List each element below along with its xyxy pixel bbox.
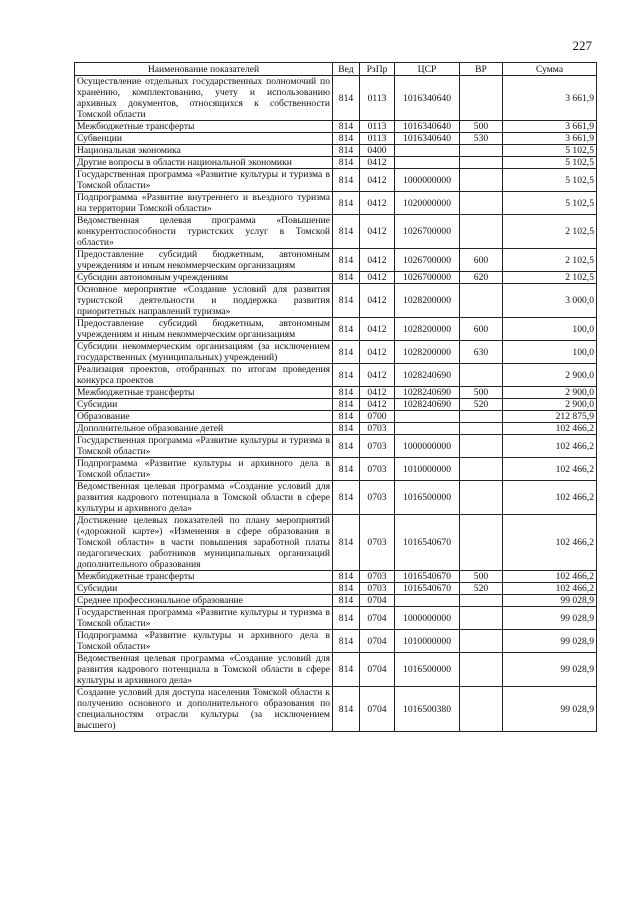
table-row (75, 595, 597, 607)
table-header-row (75, 63, 597, 76)
cell-vr: 500 (460, 571, 503, 583)
cell-rzpr: 0703 (360, 583, 395, 595)
cell-sum: 99 028,9 (503, 595, 597, 607)
cell-ved: 814 (333, 515, 360, 571)
cell-sum: 102 466,2 (503, 458, 597, 481)
cell-name: Среднее профессиональное образование (75, 595, 333, 607)
cell-sum: 212 875,9 (503, 411, 597, 423)
cell-ved: 814 (333, 133, 360, 145)
cell-sum: 102 466,2 (503, 481, 597, 515)
cell-vr (460, 145, 503, 157)
cell-name: Подпрограмма «Развитие культуры и архивного дела в Томской области» (75, 630, 333, 653)
cell-ved: 814 (333, 121, 360, 133)
cell-rzpr: 0703 (360, 515, 395, 571)
cell-ved: 814 (333, 364, 360, 387)
cell-vr (460, 435, 503, 458)
cell-rzpr: 0704 (360, 653, 395, 687)
cell-ved: 814 (333, 458, 360, 481)
cell-rzpr: 0703 (360, 423, 395, 435)
cell-vr (460, 515, 503, 571)
cell-csr (395, 423, 460, 435)
cell-csr: 1028200000 (395, 284, 460, 318)
cell-rzpr: 0113 (360, 133, 395, 145)
cell-sum: 99 028,9 (503, 687, 597, 732)
cell-csr: 1016340640 (395, 76, 460, 121)
cell-vr: 500 (460, 121, 503, 133)
cell-rzpr: 0412 (360, 192, 395, 215)
cell-rzpr: 0412 (360, 169, 395, 192)
cell-rzpr: 0704 (360, 630, 395, 653)
cell-ved: 814 (333, 411, 360, 423)
cell-vr: 600 (460, 249, 503, 272)
cell-csr: 1016540670 (395, 583, 460, 595)
cell-name: Субсидии автономным учреждениям (75, 272, 333, 284)
cell-sum: 2 102,5 (503, 272, 597, 284)
cell-ved: 814 (333, 145, 360, 157)
cell-csr: 1000000000 (395, 169, 460, 192)
cell-name: Дополнительное образование детей (75, 423, 333, 435)
cell-sum: 100,0 (503, 318, 597, 341)
cell-name: Достижение целевых показателей по плану мероприятий («дорожной карте») «Изменения в сфере образования в Томской области» в части повышения заработной платы педагогических работников муниципальных организаций дополнительного образования (75, 515, 333, 571)
cell-ved: 814 (333, 435, 360, 458)
cell-csr: 1026700000 (395, 272, 460, 284)
cell-csr: 1016500000 (395, 481, 460, 515)
table-row (75, 133, 597, 145)
cell-vr (460, 458, 503, 481)
cell-sum: 102 466,2 (503, 571, 597, 583)
cell-vr (460, 76, 503, 121)
cell-name: Ведомственная целевая программа «Повышение конкурентоспособности туристских услуг в Томской области» (75, 215, 333, 249)
header-rzpr: РзПр (360, 63, 395, 76)
cell-csr: 1016500380 (395, 687, 460, 732)
cell-ved: 814 (333, 341, 360, 364)
cell-csr: 1028200000 (395, 341, 460, 364)
cell-sum: 102 466,2 (503, 515, 597, 571)
table-row (75, 145, 597, 157)
cell-name: Субсидии некоммерческим организациям (за исключением государственных (муниципальных) учреждений) (75, 341, 333, 364)
table-row (75, 653, 597, 687)
cell-vr (460, 630, 503, 653)
cell-rzpr: 0400 (360, 145, 395, 157)
cell-ved: 814 (333, 272, 360, 284)
cell-vr (460, 687, 503, 732)
cell-rzpr: 0412 (360, 272, 395, 284)
cell-name: Субсидии (75, 583, 333, 595)
cell-name: Создание условий для доступа населения Томской области к получению основного и дополнительного образования по специальностям отрасли культуры (за исключением высшего) (75, 687, 333, 732)
cell-rzpr: 0703 (360, 435, 395, 458)
table-row (75, 399, 597, 411)
cell-sum: 3 661,9 (503, 76, 597, 121)
cell-sum: 99 028,9 (503, 630, 597, 653)
table-row (75, 481, 597, 515)
cell-csr: 1016500000 (395, 653, 460, 687)
cell-csr: 1010000000 (395, 630, 460, 653)
table-row (75, 249, 597, 272)
cell-rzpr: 0113 (360, 121, 395, 133)
table-row (75, 630, 597, 653)
cell-vr: 500 (460, 387, 503, 399)
cell-name: Субвенции (75, 133, 333, 145)
cell-csr (395, 145, 460, 157)
cell-name: Подпрограмма «Развитие внутреннего и въездного туризма на территории Томской области» (75, 192, 333, 215)
cell-rzpr: 0412 (360, 399, 395, 411)
budget-table (74, 62, 597, 732)
cell-ved: 814 (333, 653, 360, 687)
header-sum: Сумма (503, 63, 597, 76)
cell-name: Национальная экономика (75, 145, 333, 157)
table-row (75, 607, 597, 630)
cell-vr: 520 (460, 583, 503, 595)
cell-sum: 3 661,9 (503, 133, 597, 145)
cell-name: Государственная программа «Развитие культуры и туризма в Томской области» (75, 607, 333, 630)
cell-csr (395, 411, 460, 423)
cell-vr: 600 (460, 318, 503, 341)
cell-vr: 630 (460, 341, 503, 364)
cell-name: Субсидии (75, 399, 333, 411)
cell-csr: 1028240690 (395, 387, 460, 399)
table-row (75, 169, 597, 192)
cell-rzpr: 0703 (360, 571, 395, 583)
cell-sum: 2 900,0 (503, 387, 597, 399)
cell-csr: 1016540670 (395, 571, 460, 583)
cell-vr (460, 411, 503, 423)
cell-vr (460, 595, 503, 607)
cell-rzpr: 0113 (360, 76, 395, 121)
cell-rzpr: 0412 (360, 387, 395, 399)
cell-sum: 99 028,9 (503, 653, 597, 687)
cell-rzpr: 0704 (360, 607, 395, 630)
cell-sum: 102 466,2 (503, 423, 597, 435)
cell-rzpr: 0704 (360, 595, 395, 607)
cell-ved: 814 (333, 423, 360, 435)
cell-ved: 814 (333, 607, 360, 630)
cell-ved: 814 (333, 481, 360, 515)
table-row (75, 387, 597, 399)
table-row (75, 423, 597, 435)
cell-vr: 520 (460, 399, 503, 411)
table-row (75, 192, 597, 215)
cell-csr: 1016340640 (395, 121, 460, 133)
cell-ved: 814 (333, 583, 360, 595)
page-number: 227 (572, 38, 592, 53)
cell-csr (395, 595, 460, 607)
cell-csr: 1000000000 (395, 607, 460, 630)
cell-sum: 2 102,5 (503, 249, 597, 272)
cell-vr (460, 169, 503, 192)
cell-name: Государственная программа «Развитие культуры и туризма в Томской области» (75, 169, 333, 192)
table-row (75, 157, 597, 169)
table-row (75, 687, 597, 732)
cell-vr (460, 284, 503, 318)
table-row (75, 318, 597, 341)
cell-rzpr: 0412 (360, 318, 395, 341)
cell-sum: 102 466,2 (503, 583, 597, 595)
cell-sum: 5 102,5 (503, 157, 597, 169)
cell-ved: 814 (333, 387, 360, 399)
cell-name: Осуществление отдельных государственных полномочий по хранению, комплектованию, учету и использованию архивных документов, относящихся к собственности Томской области (75, 76, 333, 121)
cell-csr: 1020000000 (395, 192, 460, 215)
cell-csr (395, 157, 460, 169)
cell-vr: 530 (460, 133, 503, 145)
cell-ved: 814 (333, 630, 360, 653)
cell-ved: 814 (333, 571, 360, 583)
cell-rzpr: 0704 (360, 687, 395, 732)
cell-name: Предоставление субсидий бюджетным, автономным учреждениям и иным некоммерческим организациям (75, 318, 333, 341)
table-row (75, 458, 597, 481)
cell-ved: 814 (333, 318, 360, 341)
cell-name: Реализация проектов, отобранных по итогам проведения конкурса проектов (75, 364, 333, 387)
cell-sum: 5 102,5 (503, 192, 597, 215)
cell-vr (460, 215, 503, 249)
table-row (75, 435, 597, 458)
cell-csr: 1026700000 (395, 215, 460, 249)
table-row (75, 272, 597, 284)
cell-name: Государственная программа «Развитие культуры и туризма в Томской области» (75, 435, 333, 458)
cell-sum: 5 102,5 (503, 169, 597, 192)
table-row (75, 364, 597, 387)
cell-vr (460, 423, 503, 435)
cell-vr: 620 (460, 272, 503, 284)
cell-ved: 814 (333, 595, 360, 607)
cell-rzpr: 0412 (360, 364, 395, 387)
table-row (75, 515, 597, 571)
cell-ved: 814 (333, 192, 360, 215)
cell-rzpr: 0412 (360, 249, 395, 272)
cell-rzpr: 0412 (360, 215, 395, 249)
header-name: Наименование показателей (75, 63, 333, 76)
cell-name: Основное мероприятие «Создание условий для развития туристской деятельности и поддержка развития приоритетных направлений туризма» (75, 284, 333, 318)
cell-name: Межбюджетные трансферты (75, 387, 333, 399)
cell-sum: 3 661,9 (503, 121, 597, 133)
cell-ved: 814 (333, 284, 360, 318)
cell-vr (460, 653, 503, 687)
table-row (75, 215, 597, 249)
cell-name: Подпрограмма «Развитие культуры и архивного дела в Томской области» (75, 458, 333, 481)
table-row (75, 341, 597, 364)
cell-sum: 99 028,9 (503, 607, 597, 630)
cell-vr (460, 364, 503, 387)
cell-csr: 1016340640 (395, 133, 460, 145)
cell-csr: 1016540670 (395, 515, 460, 571)
table-row (75, 76, 597, 121)
header-vr: ВР (460, 63, 503, 76)
cell-rzpr: 0412 (360, 157, 395, 169)
cell-name: Межбюджетные трансферты (75, 571, 333, 583)
cell-name: Ведомственная целевая программа «Создание условий для развития кадрового потенциала в Томской области в сфере культуры и архивного дела» (75, 653, 333, 687)
cell-ved: 814 (333, 687, 360, 732)
table-row (75, 411, 597, 423)
cell-rzpr: 0412 (360, 341, 395, 364)
cell-csr: 1028200000 (395, 318, 460, 341)
cell-vr (460, 607, 503, 630)
cell-vr (460, 192, 503, 215)
cell-csr: 1010000000 (395, 458, 460, 481)
header-ved: Вед (333, 63, 360, 76)
cell-csr: 1000000000 (395, 435, 460, 458)
cell-sum: 2 900,0 (503, 364, 597, 387)
cell-csr: 1028240690 (395, 399, 460, 411)
cell-csr: 1026700000 (395, 249, 460, 272)
cell-rzpr: 0703 (360, 458, 395, 481)
cell-rzpr: 0703 (360, 481, 395, 515)
header-csr: ЦСР (395, 63, 460, 76)
cell-ved: 814 (333, 215, 360, 249)
table-row (75, 571, 597, 583)
cell-ved: 814 (333, 169, 360, 192)
cell-sum: 102 466,2 (503, 435, 597, 458)
cell-ved: 814 (333, 76, 360, 121)
cell-csr: 1028240690 (395, 364, 460, 387)
table-row (75, 583, 597, 595)
cell-rzpr: 0412 (360, 284, 395, 318)
cell-name: Ведомственная целевая программа «Создание условий для развития кадрового потенциала в Томской области в сфере культуры и архивного дела» (75, 481, 333, 515)
cell-name: Предоставление субсидий бюджетным, автономным учреждениям и иным некоммерческим организациям (75, 249, 333, 272)
cell-name: Межбюджетные трансферты (75, 121, 333, 133)
cell-sum: 100,0 (503, 341, 597, 364)
cell-sum: 5 102,5 (503, 145, 597, 157)
cell-ved: 814 (333, 399, 360, 411)
table-row (75, 284, 597, 318)
cell-name: Образование (75, 411, 333, 423)
cell-ved: 814 (333, 157, 360, 169)
cell-vr (460, 157, 503, 169)
cell-rzpr: 0700 (360, 411, 395, 423)
cell-ved: 814 (333, 249, 360, 272)
table-row (75, 121, 597, 133)
cell-sum: 2 900,0 (503, 399, 597, 411)
cell-vr (460, 481, 503, 515)
cell-name: Другие вопросы в области национальной экономики (75, 157, 333, 169)
cell-sum: 2 102,5 (503, 215, 597, 249)
cell-sum: 3 000,0 (503, 284, 597, 318)
